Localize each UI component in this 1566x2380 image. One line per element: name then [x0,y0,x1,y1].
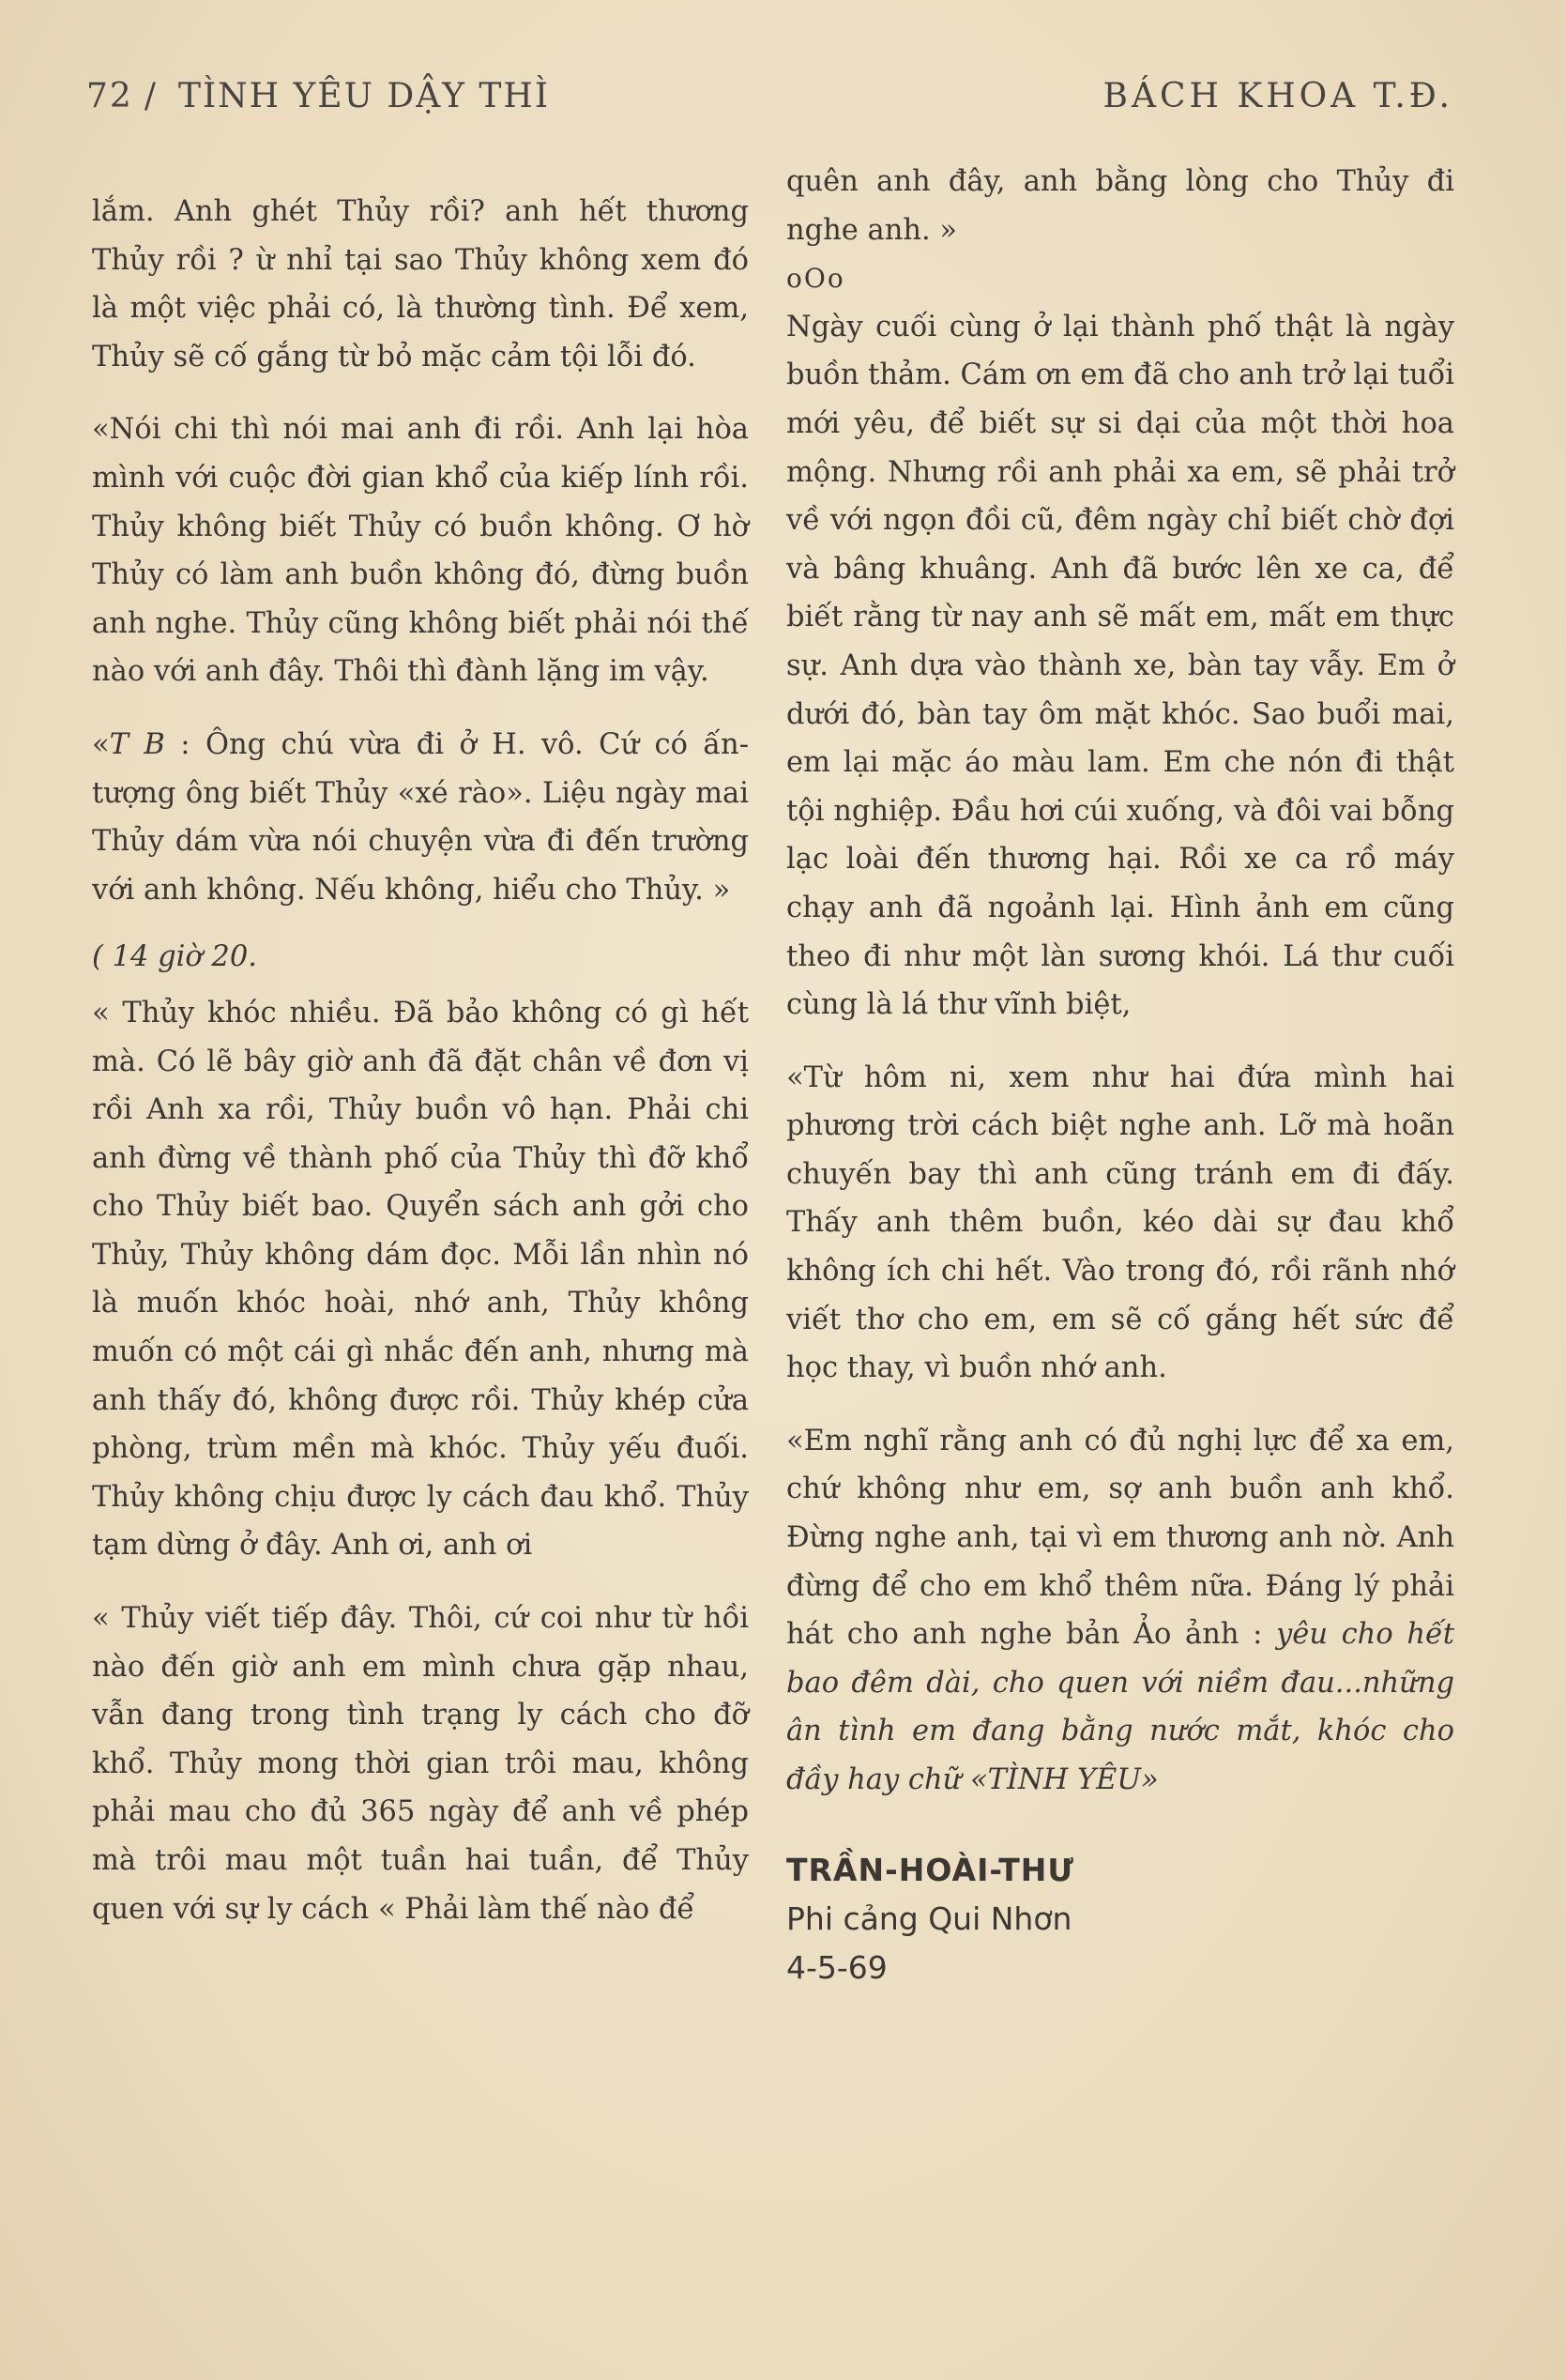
section-ornament: oOo [786,263,845,295]
paragraph: quên anh đây, anh bằng lòng cho Thủy đi nghe anh. » [786,165,1454,247]
signature-block [786,1846,1454,1992]
right-column [786,158,1454,1992]
page-header-left [86,77,550,115]
journal-name: BÁCH KHOA T.Đ. [1102,77,1453,115]
author-date: 4-5-69 [786,1948,888,1986]
author-name: TRẦN-HOÀI-THƯ [786,1851,1074,1888]
page-number: 72 [86,77,133,115]
header-separator: / [144,77,158,115]
paragraph: « Thủy khóc nhiều. Đã bảo không có gì hết mà. Có lẽ bây giờ anh đã đặt chân về đơn vị rồi Anh xa rồi, Thủy buồn vô hạn. Phải chi anh đừng về thành phố của Thủy thì đỡ khổ cho Thủy biết bao. Quyển sách anh gởi cho Thủy, Thủy không dám đọc. Mỗi lần nhìn nó là muốn khóc hoài, nhớ anh, Thủy không muốn có một cái gì nhắc đến anh, nhưng mà anh thấy đó, không được rồi. Thủy khép cửa phòng, trùm mền mà khóc. Thủy yếu đuối. Thủy không chịu được ly cách đau khổ. Thủy tạm dừng ở đây. Anh ơi, anh ơi [92,996,749,1563]
paragraph-postscript: «T B : Ông chú vừa đi ở H. vô. Cứ có ấn-tượng ông biết Thủy «xé rào». Liệu ngày mai Thủy dám vừa nói chuyện vừa đi đến trường với anh không. Nếu không, hiểu cho Thủy. » [92,727,750,907]
postscript-label: T B [109,727,165,761]
paragraph: Ngày cuối cùng ở lại thành phố thật là ngày buồn thảm. Cám ơn em đã cho anh trở lại tuổi mới yêu, để biết sự si dại của một thời hoa mộng. Nhưng rồi anh phải xa em, sẽ phải trở về với ngọn đồi cũ, đêm ngày chỉ biết chờ đợi và bâng khuâng. Anh đã bước lên xe ca, để biết rằng từ nay anh sẽ mất em, mất em thực sự. Anh dựa vào thành xe, bàn tay vẫy. Em ở dưới đó, bàn tay ôm mặt khóc. Sao buổi mai, em lại mặc áo màu lam. Em che nón đi thật tội nghiệp. Đầu hơi cúi xuống, và đôi vai bỗng lạc loài đến thương hại. Rồi xe ca rồ máy chạy anh đã ngoảnh lại. Hình ảnh em cũng theo đi như một làn sương khói. Lá thư cuối cùng là lá thư vĩnh biệt, [786,310,1455,1022]
paragraph: lắm. Anh ghét Thủy rồi? anh hết thương Thủy rồi ? ừ nhỉ tại sao Thủy không xem đó là một việc phải có, là thường tình. Để xem, Thủy sẽ cố gắng từ bỏ mặc cảm tội lỗi đó. [92,195,749,374]
paragraph: «Nói chi thì nói mai anh đi rồi. Anh lại hòa mình với cuộc đời gian khổ của kiếp lính rồi. Thủy không biết Thủy có buồn không. Ơ hờ Thủy có làm anh buồn không đó, đừng buồn anh nghe. Thủy cũng không biết phải nói thế nào với anh đây. Thôi thì đành lặng im vậy. [92,413,749,689]
paragraph: «Từ hôm ni, xem như hai đứa mình hai phương trời cách biệt nghe anh. Lỡ mà hoãn chuyến bay thì anh cũng tránh em đi đấy. Thấy anh thêm buồn, kéo dài sự đau khổ không ích chi hết. Vào trong đó, rồi rãnh nhớ viết thơ cho em, em sẽ cố gắng hết sức để học thay, vì buồn nhớ anh. [786,1060,1454,1385]
time-stamp: ( 14 giờ 20. [92,940,257,974]
paragraph-text: «Em nghĩ rằng anh có đủ nghị lực để xa em, chứ không như em, sợ anh buồn anh khổ. Đừng nghe anh, tại vì em thương anh nờ. Anh đừng để cho em khổ thêm nữa. Đáng lý phải hát cho anh nghe bản Ảo ảnh : [786,1424,1454,1652]
paragraph: « Thủy viết tiếp đây. Thôi, cứ coi như từ hồi nào đến giờ anh em mình chưa gặp nhau, vẫn đang trong tình trạng ly cách cho đỡ khổ. Thủy mong thời gian trôi mau, không phải mau cho đủ 365 ngày để anh về phép mà trôi mau một tuần hai tuần, để Thủy quen với sự ly cách « Phải làm thế nào để [92,1602,749,1926]
left-column [92,188,749,1933]
postscript-text: : Ông chú vừa đi ở H. vô. Cứ có ấn-tượng ông biết Thủy «xé rào». Liệu ngày mai Thủy dám vừa nói chuyện vừa đi đến trường với anh không. Nếu không, hiểu cho Thủy. » [92,727,750,907]
song-lyrics: yêu cho hết bao đêm dài, cho quen với niềm đau...những ân tình em đang bằng nước mắt, khóc cho đầy hay chữ «TÌNH YÊU» [786,1618,1454,1796]
author-place: Phi cảng Qui Nhơn [786,1899,1072,1937]
paragraph [786,1417,1454,1805]
article-title: TÌNH YÊU DẬY THÌ [177,77,551,115]
